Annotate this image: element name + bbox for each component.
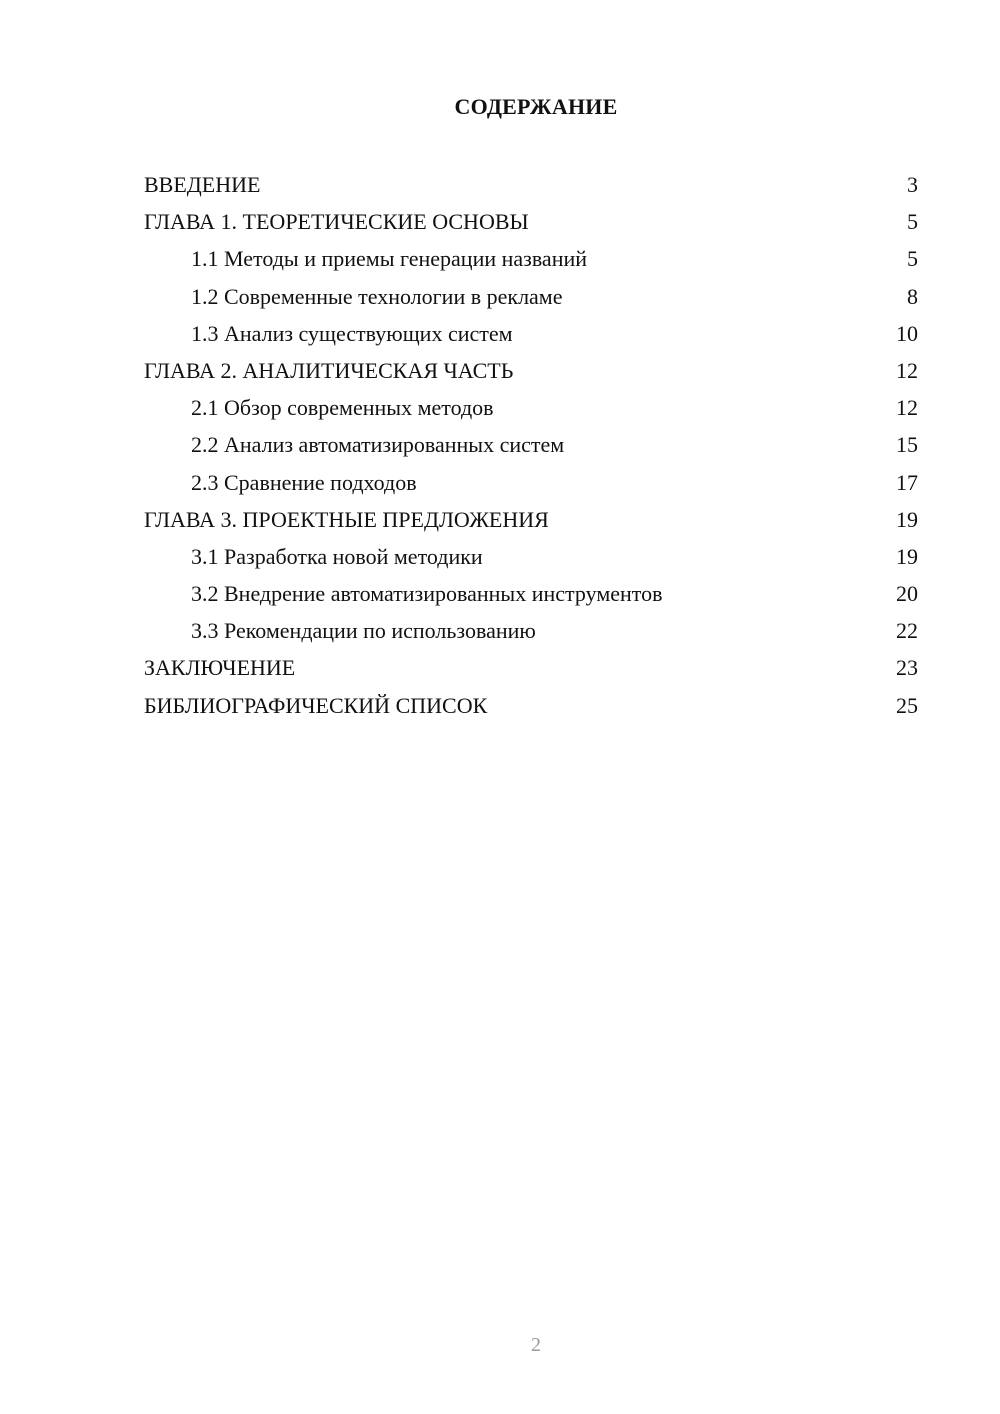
toc-subentry (144, 464, 918, 501)
toc-entry-label: 1.3 Анализ существующих систем (191, 320, 513, 346)
toc-entry-label: 2.1 Обзор современных методов (191, 395, 494, 421)
table-of-contents (144, 166, 918, 724)
toc-entry-page: 12 (896, 357, 918, 383)
toc-subentry (144, 315, 918, 352)
toc-entry-page: 8 (907, 283, 918, 309)
toc-entry-label: 3.2 Внедрение автоматизированных инструментов (191, 581, 663, 607)
toc-subentry (144, 575, 918, 612)
toc-entry (144, 352, 918, 389)
toc-entry-page: 23 (896, 655, 918, 681)
toc-entry (144, 649, 918, 686)
toc-entry-page: 22 (896, 618, 918, 644)
toc-entry-label: ВВЕДЕНИЕ (144, 172, 261, 197)
toc-entry-label: ГЛАВА 2. АНАЛИТИЧЕСКАЯ ЧАСТЬ (144, 357, 514, 383)
toc-entry-label: 3.1 Разработка новой методики (191, 543, 483, 569)
toc-entry-label: ГЛАВА 1. ТЕОРЕТИЧЕСКИЕ ОСНОВЫ (144, 209, 529, 235)
toc-entry-page: 25 (896, 692, 918, 718)
toc-entry (144, 166, 918, 203)
toc-entry (144, 203, 918, 240)
toc-entry-label: 1.2 Современные технологии в рекламе (191, 283, 563, 309)
toc-entry (144, 501, 918, 538)
toc-entry-label: ГЛАВА 3. ПРОЕКТНЫЕ ПРЕДЛОЖЕНИЯ (144, 506, 549, 532)
toc-entry-label: БИБЛИОГРАФИЧЕСКИЙ СПИСОК (144, 692, 488, 718)
toc-subentry (144, 240, 918, 277)
toc-entry-label: 2.3 Сравнение подходов (191, 469, 417, 495)
toc-subentry (144, 538, 918, 575)
toc-entry-page: 19 (896, 543, 918, 569)
toc-entry-label: ЗАКЛЮЧЕНИЕ (144, 655, 296, 681)
toc-entry-page: 20 (896, 581, 918, 607)
toc-entry-page: 5 (907, 209, 918, 235)
toc-entry-page: 5 (907, 246, 918, 272)
toc-entry-page: 15 (896, 432, 918, 458)
toc-subentry (144, 389, 918, 426)
toc-entry-page: 17 (896, 469, 918, 495)
toc-subentry (144, 426, 918, 463)
toc-entry-label: 1.1 Методы и приемы генерации названий (191, 246, 588, 272)
toc-subentry (144, 278, 918, 315)
page-title: СОДЕРЖАНИЕ (454, 94, 618, 119)
toc-subentry (144, 612, 918, 649)
toc-entry-label: 2.2 Анализ автоматизированных систем (191, 432, 565, 458)
toc-entry-page: 3 (907, 172, 918, 197)
page-number: 2 (531, 1334, 541, 1356)
toc-entry-label: 3.3 Рекомендации по использованию (191, 618, 536, 644)
toc-entry-page: 19 (896, 506, 918, 532)
toc-entry-page: 10 (896, 320, 918, 346)
toc-entry (144, 687, 918, 724)
toc-entry-page: 12 (896, 395, 918, 421)
